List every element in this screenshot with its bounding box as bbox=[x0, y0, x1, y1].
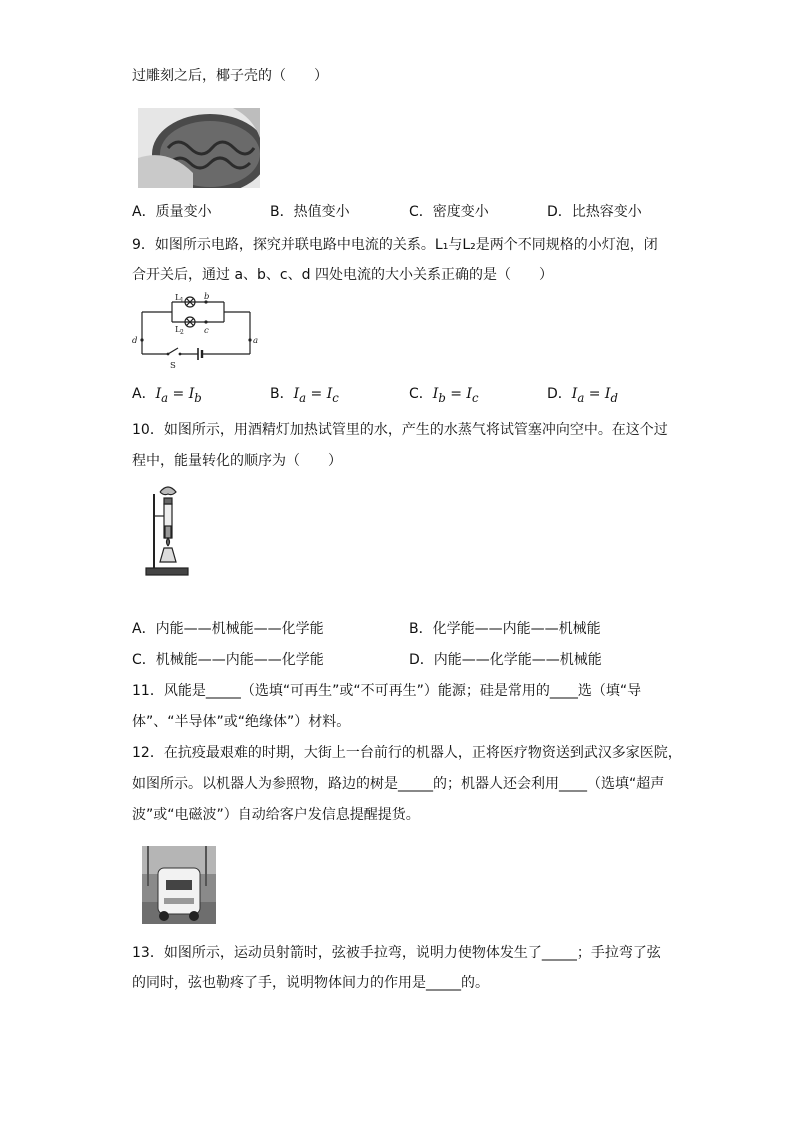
svg-text:c: c bbox=[204, 326, 209, 336]
q10-stem-line1: 10．如图所示，用酒精灯加热试管里的水，产生的水蒸气将试管塞冲向空中。在这个过 bbox=[132, 422, 668, 438]
q9-option-d: D．$I_a = I_d$ bbox=[547, 386, 618, 405]
q10-stem-line2: 程中，能量转化的顺序为（ ） bbox=[132, 453, 342, 469]
q11-stem-line2: 体”、“半导体”或“绝缘体”）材料。 bbox=[132, 714, 351, 730]
test-tube-heating-apparatus bbox=[142, 480, 192, 578]
svg-text:L: L bbox=[175, 325, 181, 335]
q10-option-c: C．机械能——内能——化学能 bbox=[132, 652, 324, 668]
q9-option-a: A．$I_a = I_b$ bbox=[132, 386, 202, 405]
svg-text:d: d bbox=[132, 336, 138, 346]
q9-option-c: C．$I_b = I_c$ bbox=[409, 386, 479, 405]
q12-stem-line1: 12．在抗疫最艰难的时期，大街上一台前行的机器人，正将医疗物资送到武汉多家医院， bbox=[132, 745, 682, 761]
q13-stem-line1: 13．如图所示，运动员射箭时，弦被手拉弯，说明力使物体发生了_____；手拉弯了弦 bbox=[132, 945, 661, 961]
svg-text:a: a bbox=[253, 336, 259, 346]
q8-stem: 过雕刻之后，椰子壳的（ ） bbox=[132, 68, 328, 84]
q9-stem-line1: 9．如图所示电路，探究并联电路中电流的关系。L₁与L₂是两个不同规格的小灯泡，闭 bbox=[132, 237, 658, 253]
q8-option-b: B．热值变小 bbox=[270, 204, 350, 220]
delivery-robot-photo bbox=[142, 846, 216, 924]
svg-text:S: S bbox=[170, 361, 176, 371]
svg-text:L: L bbox=[175, 293, 181, 303]
q11-stem-line1: 11．风能是_____（选填“可再生”或“不可再生”）能源；硅是常用的____选（填“导 bbox=[132, 683, 642, 699]
q12-stem-line3: 波”或“电磁波”）自动给客户发信息提醒提货。 bbox=[132, 807, 420, 823]
q9-option-b: B．$I_a = I_c$ bbox=[270, 386, 339, 405]
q10-option-d: D．内能——化学能——机械能 bbox=[409, 652, 602, 668]
q8-option-a: A．质量变小 bbox=[132, 204, 212, 220]
coconut-shell-photo bbox=[138, 108, 260, 188]
q10-option-a: A．内能——机械能——化学能 bbox=[132, 621, 324, 637]
q9-stem-line2: 合开关后，通过 a、b、c、d 四处电流的大小关系正确的是（ ） bbox=[132, 267, 553, 283]
q10-option-b: B．化学能——内能——机械能 bbox=[409, 621, 601, 637]
svg-text:2: 2 bbox=[180, 329, 184, 336]
q12-stem-line2: 如图所示。以机器人为参照物，路边的树是_____的；机器人还会利用____（选填“超声 bbox=[132, 776, 665, 792]
q8-option-c: C．密度变小 bbox=[409, 204, 489, 220]
q13-stem-line2: 的同时，弦也勒疼了手，说明物体间力的作用是_____的。 bbox=[132, 975, 489, 991]
svg-text:1: 1 bbox=[180, 297, 184, 304]
q8-option-d: D．比热容变小 bbox=[547, 204, 642, 220]
parallel-circuit-diagram bbox=[128, 290, 268, 372]
svg-text:b: b bbox=[204, 292, 210, 302]
